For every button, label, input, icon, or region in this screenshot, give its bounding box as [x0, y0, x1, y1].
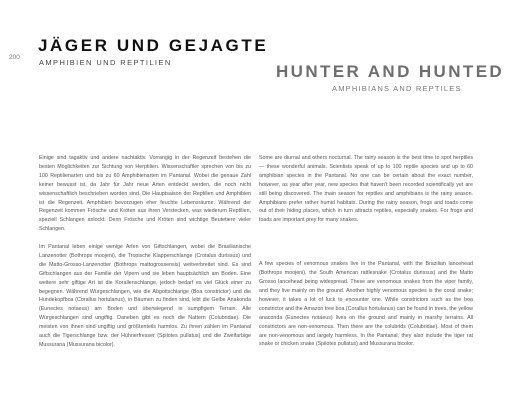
english-subtitle: AMPHIBIANS AND REPTILES: [332, 84, 462, 93]
german-title: JÄGER UND GEJAGTE: [38, 36, 269, 55]
german-text-column: [39, 154, 251, 350]
english-text-column: [259, 154, 473, 349]
german-paragraph: Im Pantanal leben einige wenige Arten von Giftschlangen, wobei die Brasilianische Lanzenotter (Bothrops moojeni), die Tropische Klapperschlange (Crotalus durissus) und die Matto-Grosso-Lanzenotter (Bothrops mattogrossensis) weitverbreitet sind. Es sind Giftschlangen aus der Familie der Vipern und sie leben hauptsächlich am Boden. Eine weitere sehr giftige Art ist die Korallenschlange, jedoch bedarf es viel Glück einer zu begegnen. Während Würgeschlangen, wie die Abgottschlange (Boa constrictor) und die Hundekopfboa (Corallus hortulanus), in Bäumen zu finden sind, lebt die Gelbe Anakonda (Eunectes notaeus) am Boden und überwiegend in sumpfigem Terrain. Alle Würgeschlangen sind ungiftig. Daneben gibt es noch die Nattern (Colubridae). Die meisten von ihnen sind ungiftig und größtenteils harmlos. Zu ihnen zählen im Pantanal auch die Tigerschlange bzw. der Hühnerfresser (Spilotes pullatus) und die Zweifarbige Mussurana (Mussurana bicolor).: [39, 244, 251, 349]
english-paragraph: A few species of venomous snakes live in the Pantanal, with the Brazilian lancehead (Bothrops moojeni), the South American rattlesnake (Crotalus durissus) and the Matto Grosso lancehead being widespread. These are venomous snakes from the viper family, and they live mainly on the ground. Another highly venomous species is the coral snake; however, it takes a lot of luck to encounter one. While constrictors such as the boa constrictor and the Amazon tree boa (Corallus hortulanus) can be found in trees, the yellow anaconda (Eunectes notaeus) lives on the ground and mainly in marshy terrains. All constrictors are non-venomous. Then there are the colubrids (Colubridae). Most of them are non-venomous and largely harmless. In the Pantanal, they also include the tiger rat snake or chicken snake (Spilotes pullatus) and Mussurana bicolor.: [259, 261, 473, 348]
german-paragraph: Einige sind tagaktiv und andere nachtaktiv. Vorrangig in der Regenzeit bestehen die besten Möglichkeiten zur Sichtung von Herptilien. Wissenschaftler sprechen von bis zu 100 Reptilienarten und bis zu 60 Amphibienarten im Pantanal. Wobei die genaue Zahl keiner bewusst ist, da Jahr für Jahr neue Arten entdeckt werden, die noch nicht wissenschaftlich beschrieben worden sind. Die Hauptsaison der Reptilien und Amphibien ist die Regenzeit. Amphibien bevorzugen eher feuchte Lebensräume. Während der Regenzeit kommen Frösche und Kröten aus ihren Verstecken, was wiederum Reptilien, speziell Schlangen anlockt. Denn Frösche und Kröten sind wichtige Beutetiere vieler Schlangen.: [39, 155, 251, 233]
english-paragraph: Some are diurnal and others nocturnal. The rainy season is the best time to spot herptiles — these wonderful animals. Scientists speak of up to 100 reptile species and up to 60 amphibian species in the Pantanal. No one can be certain about the exact number, however, as year after year, new species that haven't been recorded scientifically yet are still being discovered. The main season for reptiles and amphibians is the rainy season. Amphibians prefer rather humid habitats. During the rainy season, frogs and toads come out of their hiding places, which in turn attracts reptiles, especially snakes. For frogs and toads are important prey for many snakes.: [259, 155, 473, 224]
english-title: HUNTER AND HUNTED: [276, 62, 505, 81]
page-number: 200: [9, 54, 20, 61]
german-subtitle: AMPHIBIEN UND REPTILIEN: [39, 58, 172, 67]
